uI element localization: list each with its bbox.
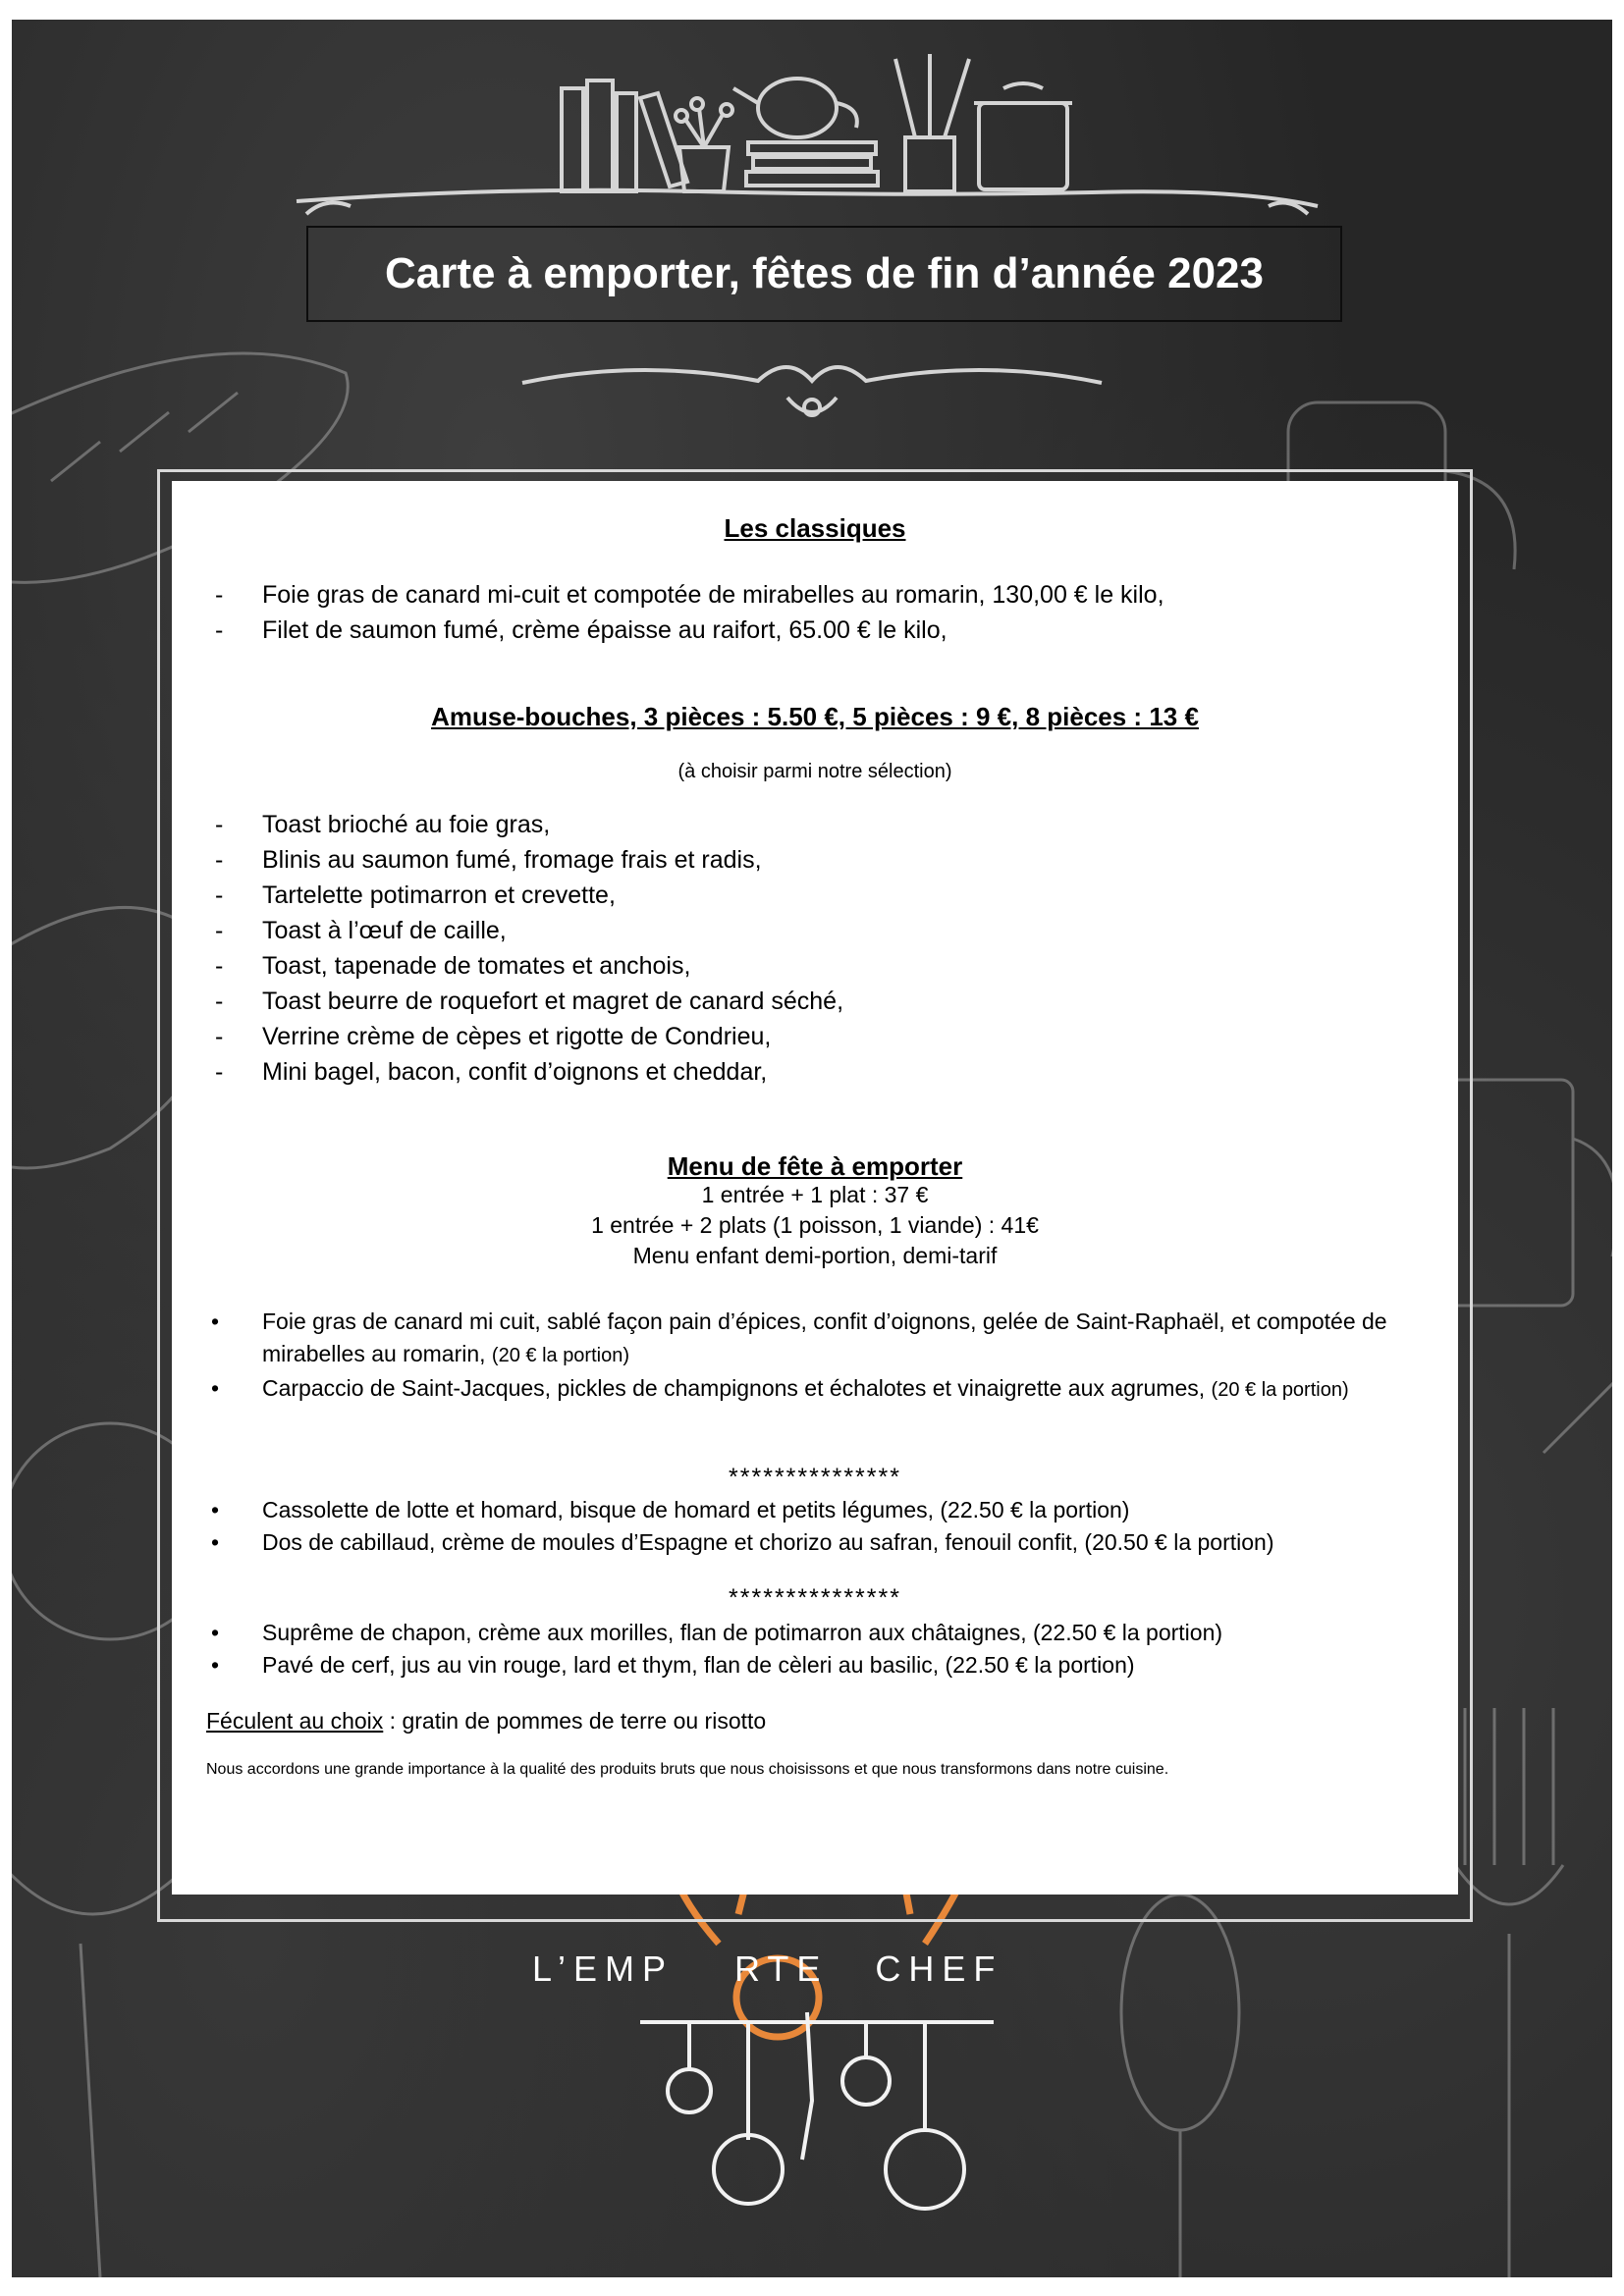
poissons-list	[211, 1494, 1438, 1559]
entree-text: Carpaccio de Saint-Jacques, pickles de champignons et échalotes et vinaigrette aux agrumes,	[262, 1375, 1212, 1401]
list-item: - Mini bagel, bacon, confit d’oignons et cheddar,	[211, 1054, 1429, 1090]
feculent-text: : gratin de pommes de terre ou risotto	[383, 1708, 767, 1734]
list-item	[211, 1306, 1419, 1372]
list-item: • Suprême de chapon, crème aux morilles, flan de potimarron aux châtaignes, (22.50 € la portion)	[211, 1617, 1438, 1649]
list-item: - Toast à l’œuf de caille,	[211, 913, 1429, 948]
feculent-line	[206, 1703, 766, 1738]
separator: ***************	[729, 1464, 901, 1491]
separator: ***************	[729, 1584, 901, 1612]
entree-price: (20 € la portion)	[491, 1345, 629, 1366]
list-item: - Verrine crème de cèpes et rigotte de Condrieu,	[211, 1019, 1429, 1054]
list-item: - Foie gras de canard mi-cuit et compotée de mirabelles au romarin, 130,00 € le kilo,	[211, 577, 1429, 613]
list-item: - Filet de saumon fumé, crème épaisse au raifort, 65.00 € le kilo,	[211, 613, 1429, 648]
page-title: Carte à emporter, fêtes de fin d’année 2023	[306, 226, 1342, 322]
feculent-label: Féculent au choix	[206, 1708, 384, 1734]
list-item: • Cassolette de lotte et homard, bisque de homard et petits légumes, (22.50 € la portion)	[211, 1494, 1438, 1526]
list-item	[211, 1372, 1419, 1407]
logo-part: CHEF	[875, 1949, 1003, 1989]
entrees-list	[211, 1306, 1419, 1407]
menu-price-line: 1 entrée + 2 plats (1 poisson, 1 viande) : 41€	[591, 1212, 1039, 1238]
amuse-bouches-subtitle: (à choisir parmi notre sélection)	[677, 761, 952, 782]
list-item: - Blinis au saumon fumé, fromage frais et radis,	[211, 842, 1429, 878]
entree-price: (20 € la portion)	[1211, 1379, 1349, 1401]
list-item: • Dos de cabillaud, crème de moules d’Espagne et chorizo au safran, fenouil confit, (20.50 € la portion)	[211, 1526, 1438, 1559]
menu-heading: Menu de fête à emporter	[667, 1151, 963, 1181]
hanging-utensils-icon	[640, 2012, 994, 2209]
menu-price-line: Menu enfant demi-portion, demi-tarif	[632, 1243, 998, 1268]
brand-logo-text	[532, 1949, 1002, 1990]
list-item: • Pavé de cerf, jus au vin rouge, lard et thym, flan de cèleri au basilic, (22.50 € la portion)	[211, 1649, 1438, 1682]
list-item: - Toast brioché au foie gras,	[211, 807, 1429, 842]
list-item: - Toast, tapenade de tomates et anchois,	[211, 948, 1429, 984]
menu-prices	[172, 1180, 1458, 1271]
logo-part: RTE	[734, 1949, 829, 1989]
classiques-heading: Les classiques	[724, 513, 906, 543]
amuse-bouches-list	[211, 807, 1429, 1090]
list-item: - Toast beurre de roquefort et magret de canard séché,	[211, 984, 1429, 1019]
menu-card	[172, 481, 1458, 1895]
amuse-bouches-heading: Amuse-bouches, 3 pièces : 5.50 €, 5 pièces : 9 €, 8 pièces : 13 €	[431, 702, 1199, 731]
entree-text: Foie gras de canard mi cuit, sablé façon pain d’épices, confit d’oignons, gelée de Saint-Raphaël, et compotée de mirabelles au romarin,	[262, 1308, 1387, 1366]
menu-price-line: 1 entrée + 1 plat : 37 €	[701, 1182, 929, 1207]
chalkboard-background	[12, 20, 1612, 2277]
list-item: - Tartelette potimarron et crevette,	[211, 878, 1429, 913]
quality-note: Nous accordons une grande importance à la qualité des produits bruts que nous choisissons et que nous transformons dans notre cuisine.	[206, 1761, 1169, 1778]
viandes-list	[211, 1617, 1438, 1682]
logo-part: L’EMP	[532, 1949, 675, 1989]
classiques-list	[211, 577, 1429, 648]
